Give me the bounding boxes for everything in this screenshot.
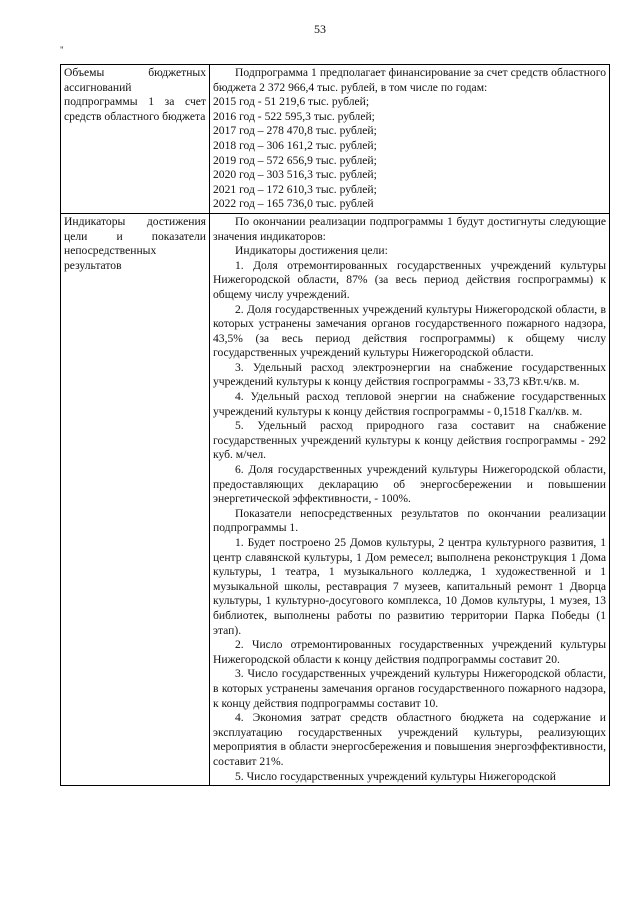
budget-year-2018: 2018 год – 306 161,2 тыс. рублей; [213, 138, 377, 152]
passport-table [60, 64, 610, 786]
result-3: 3. Число государственных учреждений культуры Нижегородской области, в которых устранены замечания органов государственного пожарного надзора, к концу действия подпрограммы составит 10. [213, 667, 606, 710]
row-label-indicators: Индикаторы достижения цели и показатели непосредственных результатов [61, 213, 210, 785]
budget-year-2019: 2019 год – 572 656,9 тыс. рублей; [213, 153, 377, 167]
budget-year-2021: 2021 год – 172 610,3 тыс. рублей; [213, 182, 377, 196]
results-heading: Показатели непосредственных результатов по окончании реализации подпрограммы 1. [213, 506, 606, 535]
goal-indicators-heading: Индикаторы достижения цели: [235, 244, 388, 258]
indicators-intro: По окончании реализации подпрограммы 1 будут достигнуты следующие значения индикаторов: [213, 214, 606, 243]
goal-indicator-1: 1. Доля отремонтированных государственных учреждений культуры Нижегородской области, 87% (за весь период действия госпрограммы) к общему числу учреждений. [213, 258, 606, 301]
goal-indicator-6: 6. Доля государственных учреждений культуры Нижегородской области, предоставляющих декларацию об энергосбережении и повышении энергетической эффективности, - 100%. [213, 463, 606, 506]
budget-year-2015: 2015 год - 51 219,6 тыс. рублей; [213, 95, 370, 109]
goal-indicator-4: 4. Удельный расход тепловой энергии на снабжение государственных учреждений культуры к концу действия госпрограммы - 0,1518 Гкал/кв. м. [213, 390, 606, 418]
budget-year-2016: 2016 год - 522 595,3 тыс. рублей; [213, 109, 375, 123]
row-label-budget: Объемы бюджетных ассигнований подпрограммы 1 за счет средств областного бюджета [61, 65, 210, 214]
budget-year-2020: 2020 год – 303 516,3 тыс. рублей; [213, 168, 377, 182]
row-value-indicators [210, 213, 610, 785]
quote-mark: " [60, 45, 64, 55]
budget-year-2022: 2022 год – 165 736,0 тыс. рублей [213, 197, 374, 211]
goal-indicator-5: 5. Удельный расход природного газа составит на снабжение государственных учреждений культуры к концу действия госпрограммы - 292 куб. м/чел. [213, 419, 606, 462]
goal-indicator-2: 2. Доля государственных учреждений культуры Нижегородской области, в которых устранены замечания органов государственного пожарного надзора, 43,5% (за весь период действия госпрограммы) к общему числу государственных учреждений культуры Нижегородской области. [213, 302, 606, 360]
result-5: 5. Число государственных учреждений культуры Нижегородской [235, 769, 556, 783]
goal-indicator-3: 3. Удельный расход электроэнергии на снабжение государственных учреждений культуры к концу действия госпрограммы - 33,73 кВт.ч/кв. м. [213, 360, 606, 389]
result-2: 2. Число отремонтированных государственных учреждений культуры Нижегородской области к концу действия подпрограммы составит 20. [213, 638, 606, 666]
row-value-budget [210, 65, 610, 214]
table-row-indicators [61, 213, 610, 785]
result-4: 4. Экономия затрат средств областного бюджета на содержание и эксплуатацию государственных учреждений культуры, реализующих мероприятия в области энергосбережения и повышения энергоэффективности, составит 21%. [213, 711, 606, 768]
budget-year-2017: 2017 год – 278 470,8 тыс. рублей; [213, 124, 377, 138]
result-1: 1. Будет построено 25 Домов культуры, 2 центра культурного развития, 1 центр славянской культуры, 1 Дом ремесел; выполнена реконструкция 1 Дома культуры, 1 театра, 1 музыкального колледжа, 1 художественной и 1 музыкальной школы, реставрация 7 музеев, капитальный ремонт 1 Дворца культуры, 1 культурно-досугового комплекса, 10 Домов культуры, 1 музея, 13 библиотек, выполнены работы по развитию территории Парка Победы (1 этап). [213, 536, 606, 637]
budget-intro: Подпрограмма 1 предполагает финансирование за счет средств областного бюджета 2 372 966,4 тыс. рублей, в том числе по годам: [213, 66, 606, 94]
table-row-budget [61, 65, 610, 214]
page-number: 53 [314, 22, 326, 36]
